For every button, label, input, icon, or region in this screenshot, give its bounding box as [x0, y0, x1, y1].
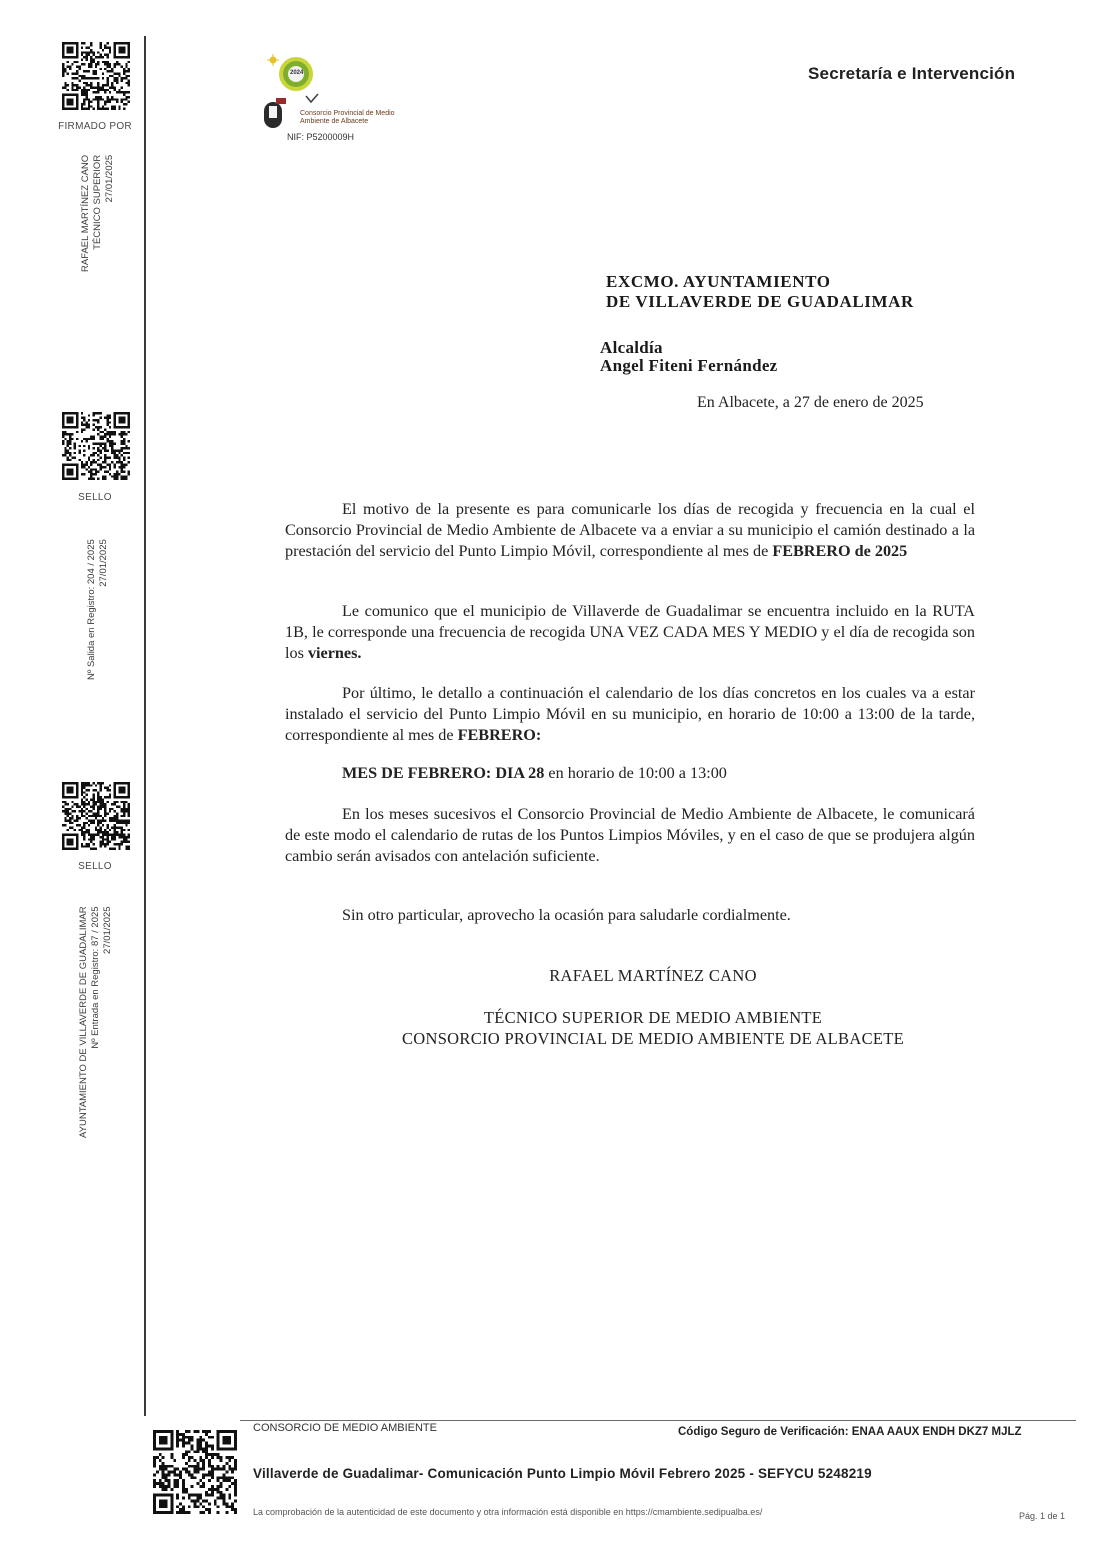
exit-register-number: Nº Salida en Registro: 204 / 2025: [86, 539, 97, 680]
nif: NIF: P5200009H: [287, 132, 355, 142]
closing-line: Sin otro particular, aprovecho la ocasión para saludarle cordialmente.: [342, 906, 791, 924]
paragraph-1-month: FEBRERO de 2025: [772, 542, 908, 560]
signer-organization: CONSORCIO PROVINCIAL DE MEDIO AMBIENTE DE ALBACETE: [401, 1029, 905, 1048]
signer-full-name: RAFAEL MARTÍNEZ CANO: [549, 966, 757, 985]
qr-code-seal-entry: [62, 782, 130, 850]
exit-register-stamp: [86, 539, 110, 680]
footer-rule: [240, 1420, 1076, 1421]
paragraph-2-day: viernes.: [307, 644, 362, 662]
paragraph-1-text: El motivo de la presente es para comunicarle los días de recogida y frecuencia en la cual el Consorcio Provincial de Medio Ambiente de Albacete va a enviar a su municipio el camión destinado a la prestación del servicio del Punto Limpio Móvil, correspondiente al mes de: [285, 500, 975, 560]
paragraph-2-text: Le comunico que el municipio de Villaverde de Guadalimar se encuentra incluido en la RUTA 1B, le corresponde una frecuencia de recogida UNA VEZ CADA MES Y MEDIO y el día de recogida son los: [285, 602, 975, 662]
entry-register-org: AYUNTAMIENTO DE VILLAVERDE DE GUADALIMAR: [78, 906, 89, 1138]
signer-stamp: [80, 155, 116, 272]
verification-code: Código Seguro de Verificación: ENAA AAUX ENDH DKZ7 MJLZ: [678, 1426, 1022, 1438]
letter-date: En Albacete, a 27 de enero de 2025: [697, 394, 924, 411]
seal-label: SELLO: [78, 492, 112, 503]
document-title: Villaverde de Guadalimar- Comunicación Punto Limpio Móvil Febrero 2025 - SEFYCU 5248219: [253, 1466, 872, 1481]
paragraph-2: [285, 601, 975, 664]
logo-text: Consorcio Provincial de Medio Ambiente de Albacete: [300, 110, 395, 125]
department-name: Secretaría e Intervención: [808, 64, 1016, 83]
schedule-line: [342, 764, 727, 783]
entry-register-date: 27/01/2025: [102, 906, 113, 954]
paragraph-3: [285, 683, 975, 746]
signer-position: TÉCNICO SUPERIOR DE MEDIO AMBIENTE: [483, 1008, 823, 1027]
exit-register-date: 27/01/2025: [98, 539, 109, 587]
schedule-date: MES DE FEBRERO: DIA 28: [342, 764, 545, 782]
paragraph-1: [285, 499, 975, 562]
paragraph-3-month: FEBRERO:: [457, 726, 542, 744]
addressee-line-2: DE VILLAVERDE DE GUADALIMAR: [606, 292, 914, 311]
qr-code-verification: [153, 1430, 237, 1514]
verification-note: La comprobación de la autenticidad de este documento y otra información está disponible en https://cmambiente.sedipualba.es/: [253, 1507, 763, 1517]
qr-code-signature: [62, 42, 130, 110]
qr-code-seal-exit: [62, 412, 130, 480]
margin-rule: [144, 36, 146, 1416]
paragraph-4-text: En los meses sucesivos el Consorcio Provincial de Medio Ambiente de Albacete, le comunicará de este modo el calendario de rutas de los Puntos Limpios Móviles, y en el caso de que se produjera algún cambio serán avisados con antelación suficiente.: [285, 805, 975, 865]
signer-name: RAFAEL MARTÍNEZ CANO: [80, 154, 91, 272]
addressee-person: Angel Fiteni Fernández: [600, 356, 778, 375]
entry-register-number: Nº Entrada en Registro: 87 / 2025: [90, 906, 101, 1049]
addressee-office: Alcaldía: [600, 338, 663, 357]
signed-by-label: FIRMADO POR: [58, 121, 132, 132]
schedule-hours: en horario de 10:00 a 13:00: [544, 764, 727, 782]
signer-title: TÉCNICO SUPERIOR: [92, 154, 103, 250]
consortium-logo: [256, 52, 396, 144]
page-number: Pág. 1 de 1: [1019, 1511, 1066, 1521]
signer-date: 27/01/2025: [104, 154, 115, 203]
paragraph-4: [285, 804, 975, 867]
seal-label: SELLO: [78, 861, 112, 872]
addressee-line-1: EXCMO. AYUNTAMIENTO: [606, 272, 831, 291]
logo-year: 2024: [290, 70, 304, 76]
footer-org: CONSORCIO DE MEDIO AMBIENTE: [253, 1422, 437, 1434]
paragraph-3-text: Por último, le detallo a continuación el calendario de los días concretos en los cuales va a estar instalado el servicio del Punto Limpio Móvil en su municipio, en horario de 10:00 a 13:00 de la tarde, correspondiente al mes de: [285, 684, 975, 744]
